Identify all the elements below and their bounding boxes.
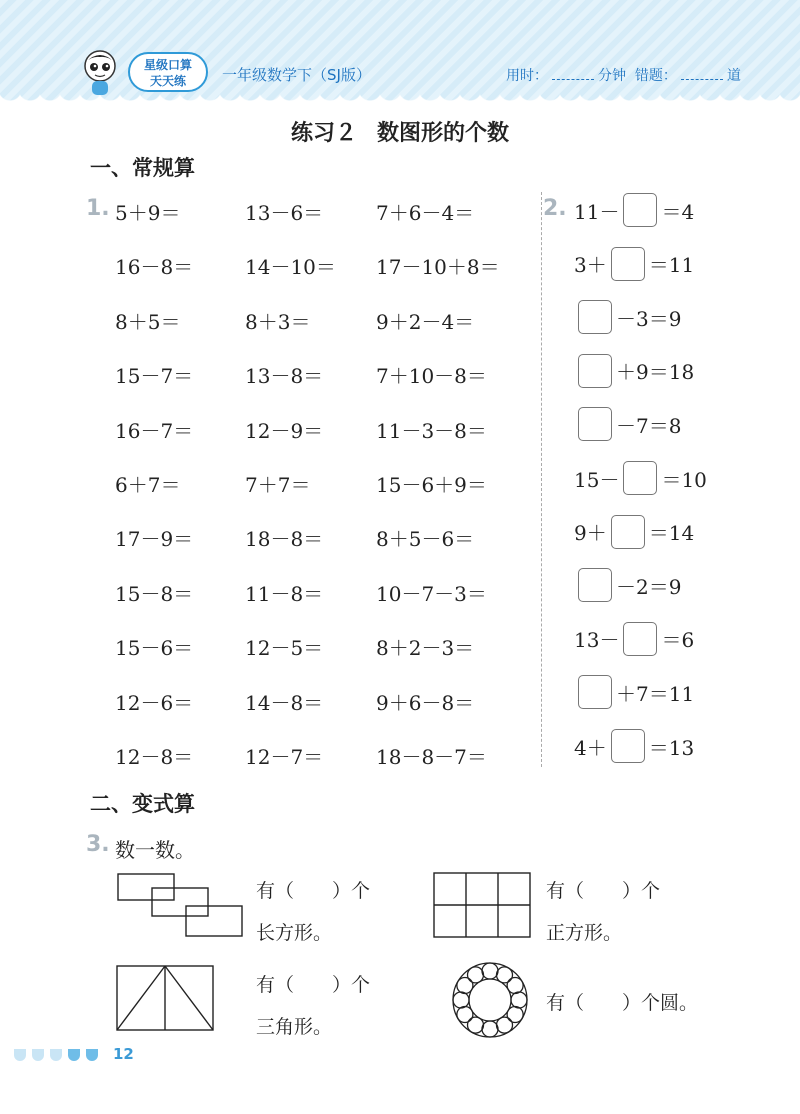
- q2-equation: [574, 193, 694, 227]
- answer-box[interactable]: [578, 407, 612, 441]
- q1-equation: 9＋6－8＝: [376, 690, 475, 715]
- q2-equation-suffix: ＋9＝18: [616, 360, 695, 385]
- errors-blank: [681, 79, 723, 80]
- q1-equation: 8＋5＝: [115, 309, 181, 334]
- answer-box[interactable]: [623, 622, 657, 656]
- question-number-1: 1.: [86, 196, 110, 221]
- brand-logo: [128, 52, 208, 92]
- rectangle-shape-1: [118, 874, 174, 900]
- q1-equation: 6＋7＝: [115, 473, 181, 497]
- q1-equation: 16－8＝: [115, 255, 194, 280]
- small-circle: [482, 963, 498, 979]
- q1-equation: 8＋3＝: [245, 309, 311, 334]
- q2-equation-suffix: ＝6: [661, 628, 695, 653]
- answer-box[interactable]: [623, 193, 657, 227]
- page-number: 12: [113, 1045, 134, 1063]
- q1-equation: 18－8－7＝: [376, 745, 487, 769]
- mascot-icon: [80, 48, 120, 98]
- q1-equation: 15－8＝: [115, 581, 194, 606]
- q2-equation-prefix: 11－: [574, 199, 620, 224]
- answer-box[interactable]: [611, 729, 645, 763]
- q1-equation: 15－7＝: [115, 364, 194, 389]
- minute-label: 分钟: [598, 68, 626, 84]
- logo-bottom-text: 天天练: [149, 74, 186, 88]
- unit-label: 道: [726, 68, 741, 84]
- footer-dot: [86, 1049, 98, 1061]
- q1-equation: 7＋7＝: [245, 473, 311, 497]
- footer-dot: [50, 1049, 62, 1061]
- q2-equation-suffix: ＝13: [648, 735, 695, 760]
- q1-equation: 7＋10－8＝: [376, 364, 487, 389]
- footer-dot: [32, 1049, 44, 1061]
- q2-equation: [574, 675, 694, 709]
- answer-box[interactable]: [578, 568, 612, 602]
- q1-equation: 15－6＋9＝: [376, 473, 487, 497]
- logo-top-text: 星级口算: [143, 58, 192, 72]
- answer-box[interactable]: [578, 300, 612, 334]
- errors-label: 错题：: [634, 68, 677, 84]
- q2-equation-suffix: －3＝9: [616, 306, 682, 331]
- answer-box[interactable]: [623, 461, 657, 495]
- q2-equation: [574, 247, 694, 281]
- q1-equation: 17－9＝: [115, 527, 194, 552]
- q2-equation-suffix: ＝4: [661, 199, 695, 224]
- time-blank: [552, 79, 594, 80]
- q2-equation-suffix: －2＝9: [616, 574, 682, 599]
- q1-equation: 9＋2－4＝: [376, 309, 475, 334]
- square-count-line1: 有（ ）个: [546, 880, 661, 902]
- question-number-3: [86, 832, 110, 857]
- exercise-number: 练习２: [290, 121, 357, 146]
- q1-equation: 16－7＝: [115, 418, 194, 443]
- rect-count-line1: 有（ ）个: [256, 880, 371, 902]
- q1-equation: 12－6＝: [115, 690, 194, 715]
- square-count-line2: 正方形。: [546, 922, 623, 944]
- q1-equation: 5＋9＝: [115, 201, 181, 225]
- rectangle-shape-2: [152, 888, 208, 916]
- q2-equation-suffix: ＝14: [648, 521, 695, 546]
- section-heading-regular: 一、常规算: [90, 156, 195, 180]
- footer-dot: [68, 1049, 80, 1061]
- record-line: [506, 65, 741, 85]
- column-divider: [541, 192, 542, 767]
- circle-ring-figure: [450, 960, 530, 1040]
- q1-equation: 7＋6－4＝: [376, 201, 475, 225]
- q2-equation-prefix: 4＋: [574, 735, 607, 760]
- q2-equation: [574, 515, 694, 549]
- q2-equation: [574, 300, 681, 334]
- q1-equation: 17－10＋8＝: [376, 255, 500, 280]
- book-title: 一年级数学下（SJ版）: [222, 66, 371, 84]
- q1-equation: 14－10＝: [245, 255, 336, 280]
- answer-box[interactable]: [611, 515, 645, 549]
- q1-equation: 8＋5－6＝: [376, 527, 475, 552]
- q3-prompt: 数一数。: [115, 838, 195, 862]
- small-circle: [453, 992, 469, 1008]
- lesson-title: [0, 116, 800, 147]
- q2-equation: [574, 354, 694, 388]
- lesson-topic: 数图形的个数: [377, 121, 510, 146]
- q3-num-text: 3.: [86, 832, 110, 857]
- q2-equation-suffix: ＝10: [661, 467, 707, 492]
- ring-circle: [469, 979, 511, 1021]
- small-circle: [482, 1021, 498, 1037]
- q2-equation-prefix: 9＋: [574, 521, 607, 546]
- q1-equation: 12－9＝: [245, 418, 324, 443]
- overlapping-rectangles-figure: [116, 872, 246, 940]
- q2-equation-suffix: ＝11: [648, 253, 695, 278]
- answer-box[interactable]: [611, 247, 645, 281]
- q2-equation: [574, 461, 707, 495]
- answer-box[interactable]: [578, 675, 612, 709]
- answer-box[interactable]: [578, 354, 612, 388]
- q1-equation: 13－6＝: [245, 201, 324, 225]
- q1-equation: 10－7－3＝: [376, 581, 487, 606]
- section-heading-variant: 二、变式算: [90, 792, 195, 816]
- q2-equation-prefix: 15－: [574, 467, 620, 492]
- rectangle-shape-3: [186, 906, 242, 936]
- q1-equation: 18－8＝: [245, 527, 324, 552]
- header-band: [0, 0, 800, 105]
- triangle-count-line1: 有（ ）个: [256, 974, 371, 996]
- small-circle: [511, 992, 527, 1008]
- q2-equation: [574, 407, 681, 441]
- q2-equation: [574, 729, 694, 763]
- q1-equation: 14－8＝: [245, 690, 324, 715]
- time-label: 用时：: [506, 68, 548, 84]
- q1-equation: 12－8＝: [115, 745, 194, 769]
- q1-equation: 13－8＝: [245, 364, 324, 389]
- q1-equation: 11－3－8＝: [376, 418, 487, 443]
- question-number-2: 2.: [543, 196, 567, 221]
- q1-equation: 8＋2－3＝: [376, 636, 475, 661]
- ring-circle: [453, 963, 527, 1037]
- q1-equation: 12－7＝: [245, 745, 324, 769]
- q2-equation: [574, 568, 681, 602]
- triangle-count-line2: 三角形。: [256, 1016, 333, 1038]
- footer-dot: [14, 1049, 26, 1061]
- q2-equation-prefix: 3＋: [574, 253, 607, 278]
- square-grid-figure: [433, 872, 531, 938]
- q2-equation: [574, 622, 694, 656]
- q2-equation-suffix: ＋7＝11: [616, 681, 695, 706]
- q1-equation: 15－6＝: [115, 636, 194, 661]
- q2-equation-suffix: －7＝8: [616, 413, 682, 438]
- circle-count-line: 有（ ）个圆。: [546, 992, 699, 1014]
- q1-equation: 12－5＝: [245, 636, 324, 661]
- q1-equation: 11－8＝: [245, 581, 324, 606]
- q2-equation-prefix: 13－: [574, 628, 620, 653]
- rect-count-line2: 长方形。: [256, 922, 333, 944]
- triangle-figure: [116, 964, 214, 1032]
